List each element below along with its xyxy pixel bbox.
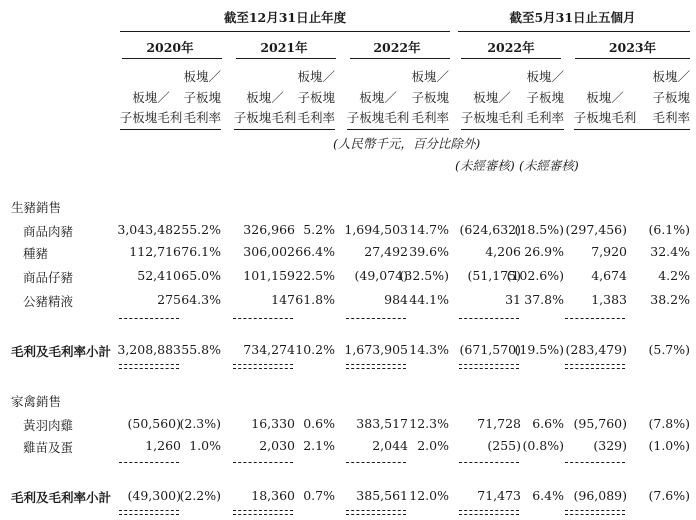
margin-cell: (18.5%): [514, 222, 564, 237]
total-double-rule: [459, 510, 519, 515]
subtotal-label: 毛利及毛利率小計: [11, 344, 112, 359]
profit-cell: 4,206: [485, 244, 521, 259]
subtotal-rule: [565, 318, 625, 319]
row-label: 雞苗及蛋: [23, 440, 74, 455]
year-rule: [236, 58, 336, 59]
year-rule: [122, 58, 222, 59]
margin-cell: 37.8%: [524, 292, 564, 307]
subtotal-label: 毛利及毛利率小計: [11, 490, 112, 505]
col-header-margin-line3: 毛利率: [411, 110, 449, 125]
profit-cell: (51,175): [467, 268, 521, 283]
profit-cell: 7,920: [591, 244, 627, 259]
group-rule-fy: [120, 31, 450, 32]
col-header-rule: [347, 129, 449, 130]
unaudited-note-2022: (未經審核): [455, 158, 515, 173]
col-header-profit-line1: 板塊／: [586, 90, 624, 105]
profit-cell: 3,043,482: [117, 222, 181, 237]
col-header-margin-line2: 子板塊: [297, 90, 335, 105]
subtotal-profit-cell: (49,300): [127, 488, 181, 503]
subtotal-rule: [119, 462, 179, 463]
col-header-rule: [461, 129, 564, 130]
profit-cell: 1,694,503: [344, 222, 408, 237]
margin-cell: 76.1%: [181, 244, 221, 259]
margin-cell: (2.3%): [179, 416, 221, 431]
total-double-rule: [565, 364, 625, 369]
margin-cell: (1.0%): [648, 438, 690, 453]
col-header-profit-line1: 板塊／: [132, 90, 170, 105]
year-rule: [350, 58, 450, 59]
unaudited-note-2023: (未經審核): [519, 158, 579, 173]
margin-cell: 38.2%: [650, 292, 690, 307]
subtotal-profit-cell: (96,089): [573, 488, 627, 503]
profit-cell: (255): [487, 438, 521, 453]
margin-cell: 12.3%: [409, 416, 449, 431]
row-label: 商品仔豬: [23, 270, 74, 285]
profit-cell: 31: [505, 292, 521, 307]
subtotal-rule: [346, 318, 406, 319]
subtotal-profit-cell: 18,360: [251, 488, 295, 503]
col-header-margin-line2: 子板塊: [183, 90, 221, 105]
row-label: 商品肉豬: [23, 224, 74, 239]
total-double-rule: [119, 364, 179, 369]
year-header-2023-5m: 2023年: [608, 40, 657, 55]
subtotal-margin-cell: 55.8%: [181, 342, 221, 357]
group-rule-5m: [458, 31, 690, 32]
col-header-profit-line1: 板塊／: [246, 90, 284, 105]
subtotal-margin-cell: 10.2%: [295, 342, 335, 357]
profit-cell: 147: [271, 292, 295, 307]
row-label: 種豬: [23, 246, 49, 261]
subtotal-margin-cell: 14.3%: [409, 342, 449, 357]
col-header-rule: [574, 129, 690, 130]
margin-cell: 32.4%: [650, 244, 690, 259]
margin-cell: 65.0%: [181, 268, 221, 283]
section-title: 生豬銷售: [11, 200, 62, 215]
margin-cell: 44.1%: [409, 292, 449, 307]
subtotal-profit-cell: (671,570): [459, 342, 521, 357]
subtotal-rule: [459, 318, 519, 319]
profit-cell: 1,260: [145, 438, 181, 453]
group-header-five-months: 截至5月31日止五個月: [509, 10, 636, 25]
subtotal-margin-cell: 0.7%: [303, 488, 335, 503]
year-header-2022: 2022年: [373, 40, 421, 55]
total-double-rule: [459, 364, 519, 369]
col-header-profit-line2: 子板塊毛利: [119, 110, 183, 125]
margin-cell: 22.5%: [295, 268, 335, 283]
col-header-profit-line1: 板塊／: [473, 90, 511, 105]
profit-cell: 2,030: [259, 438, 295, 453]
profit-cell: 71,728: [477, 416, 521, 431]
col-header-margin-line3: 毛利率: [297, 110, 335, 125]
subtotal-margin-cell: (5.7%): [648, 342, 690, 357]
profit-cell: 4,674: [591, 268, 627, 283]
row-label: 公豬精液: [23, 294, 74, 309]
profit-cell: (624,632): [459, 222, 521, 237]
year-header-2022-5m: 2022年: [487, 40, 535, 55]
col-header-margin-line1: 板塊／: [411, 69, 449, 84]
subtotal-rule: [565, 462, 625, 463]
year-header-2020: 2020年: [146, 40, 194, 55]
total-double-rule: [565, 510, 625, 515]
profit-cell: 1,383: [591, 292, 627, 307]
subtotal-profit-cell: 734,274: [243, 342, 295, 357]
subtotal-margin-cell: (7.6%): [648, 488, 690, 503]
margin-cell: 26.9%: [524, 244, 564, 259]
col-header-margin-line2: 子板塊: [411, 90, 449, 105]
col-header-margin-line1: 板塊／: [526, 69, 564, 84]
margin-cell: (32.5%): [399, 268, 449, 283]
profit-cell: 52,410: [137, 268, 181, 283]
margin-cell: 6.6%: [532, 416, 564, 431]
profit-cell: 2,044: [372, 438, 408, 453]
col-header-profit-line2: 子板塊毛利: [460, 110, 524, 125]
total-double-rule: [346, 364, 406, 369]
year-header-2021: 2021年: [260, 40, 308, 55]
margin-cell: (102.6%): [506, 268, 564, 283]
col-header-margin-line3: 毛利率: [652, 110, 690, 125]
margin-cell: (0.8%): [522, 438, 564, 453]
col-header-rule: [234, 129, 335, 130]
section-title: 家禽銷售: [11, 394, 62, 409]
col-header-profit-line1: 板塊／: [359, 90, 397, 105]
col-header-rule: [120, 129, 221, 130]
margin-cell: 0.6%: [303, 416, 335, 431]
subtotal-profit-cell: (283,479): [565, 342, 627, 357]
profit-cell: (49,074): [354, 268, 408, 283]
col-header-margin-line3: 毛利率: [526, 110, 564, 125]
subtotal-rule: [346, 462, 406, 463]
subtotal-rule: [233, 462, 293, 463]
col-header-profit-line2: 子板塊毛利: [346, 110, 410, 125]
subtotal-rule: [233, 318, 293, 319]
margin-cell: 66.4%: [295, 244, 335, 259]
col-header-margin-line2: 子板塊: [526, 90, 564, 105]
profit-cell: 275: [157, 292, 181, 307]
subtotal-profit-cell: 385,561: [356, 488, 408, 503]
margin-cell: 2.1%: [303, 438, 335, 453]
margin-cell: 61.8%: [295, 292, 335, 307]
col-header-profit-line2: 子板塊毛利: [573, 110, 637, 125]
subtotal-margin-cell: (19.5%): [514, 342, 564, 357]
profit-cell: 16,330: [251, 416, 295, 431]
subtotal-rule: [119, 318, 179, 319]
profit-cell: 101,159: [243, 268, 295, 283]
margin-cell: 55.2%: [181, 222, 221, 237]
total-double-rule: [346, 510, 406, 515]
subtotal-margin-cell: (2.2%): [179, 488, 221, 503]
subtotal-profit-cell: 1,673,905: [344, 342, 408, 357]
margin-cell: 39.6%: [409, 244, 449, 259]
profit-cell: 383,517: [356, 416, 408, 431]
margin-cell: 5.2%: [303, 222, 335, 237]
col-header-margin-line1: 板塊／: [183, 69, 221, 84]
margin-cell: (6.1%): [648, 222, 690, 237]
profit-cell: (329): [593, 438, 627, 453]
unit-note: (人民幣千元，百分比除外): [333, 136, 481, 151]
margin-cell: (7.8%): [648, 416, 690, 431]
row-label: 黃羽肉雞: [23, 418, 74, 433]
subtotal-rule: [459, 462, 519, 463]
total-double-rule: [233, 364, 293, 369]
margin-cell: 4.2%: [658, 268, 690, 283]
margin-cell: 1.0%: [189, 438, 221, 453]
profit-cell: (50,560): [127, 416, 181, 431]
total-double-rule: [233, 510, 293, 515]
subtotal-margin-cell: 6.4%: [532, 488, 564, 503]
profit-cell: 326,966: [243, 222, 295, 237]
profit-cell: 306,002: [243, 244, 295, 259]
col-header-margin-line1: 板塊／: [297, 69, 335, 84]
col-header-margin-line3: 毛利率: [183, 110, 221, 125]
year-rule: [575, 58, 690, 59]
group-header-fiscal-year: 截至12月31日止年度: [223, 10, 347, 25]
margin-cell: 2.0%: [417, 438, 449, 453]
profit-cell: (297,456): [565, 222, 627, 237]
col-header-margin-line2: 子板塊: [652, 90, 690, 105]
subtotal-profit-cell: 3,208,883: [117, 342, 181, 357]
margin-cell: 14.7%: [409, 222, 449, 237]
total-double-rule: [119, 510, 179, 515]
subtotal-profit-cell: 71,473: [477, 488, 521, 503]
profit-cell: (95,760): [573, 416, 627, 431]
profit-cell: 984: [384, 292, 408, 307]
col-header-margin-line1: 板塊／: [652, 69, 690, 84]
subtotal-margin-cell: 12.0%: [409, 488, 449, 503]
col-header-profit-line2: 子板塊毛利: [233, 110, 297, 125]
profit-cell: 112,716: [129, 244, 181, 259]
year-rule: [461, 58, 561, 59]
margin-cell: 64.3%: [181, 292, 221, 307]
profit-cell: 27,492: [364, 244, 408, 259]
